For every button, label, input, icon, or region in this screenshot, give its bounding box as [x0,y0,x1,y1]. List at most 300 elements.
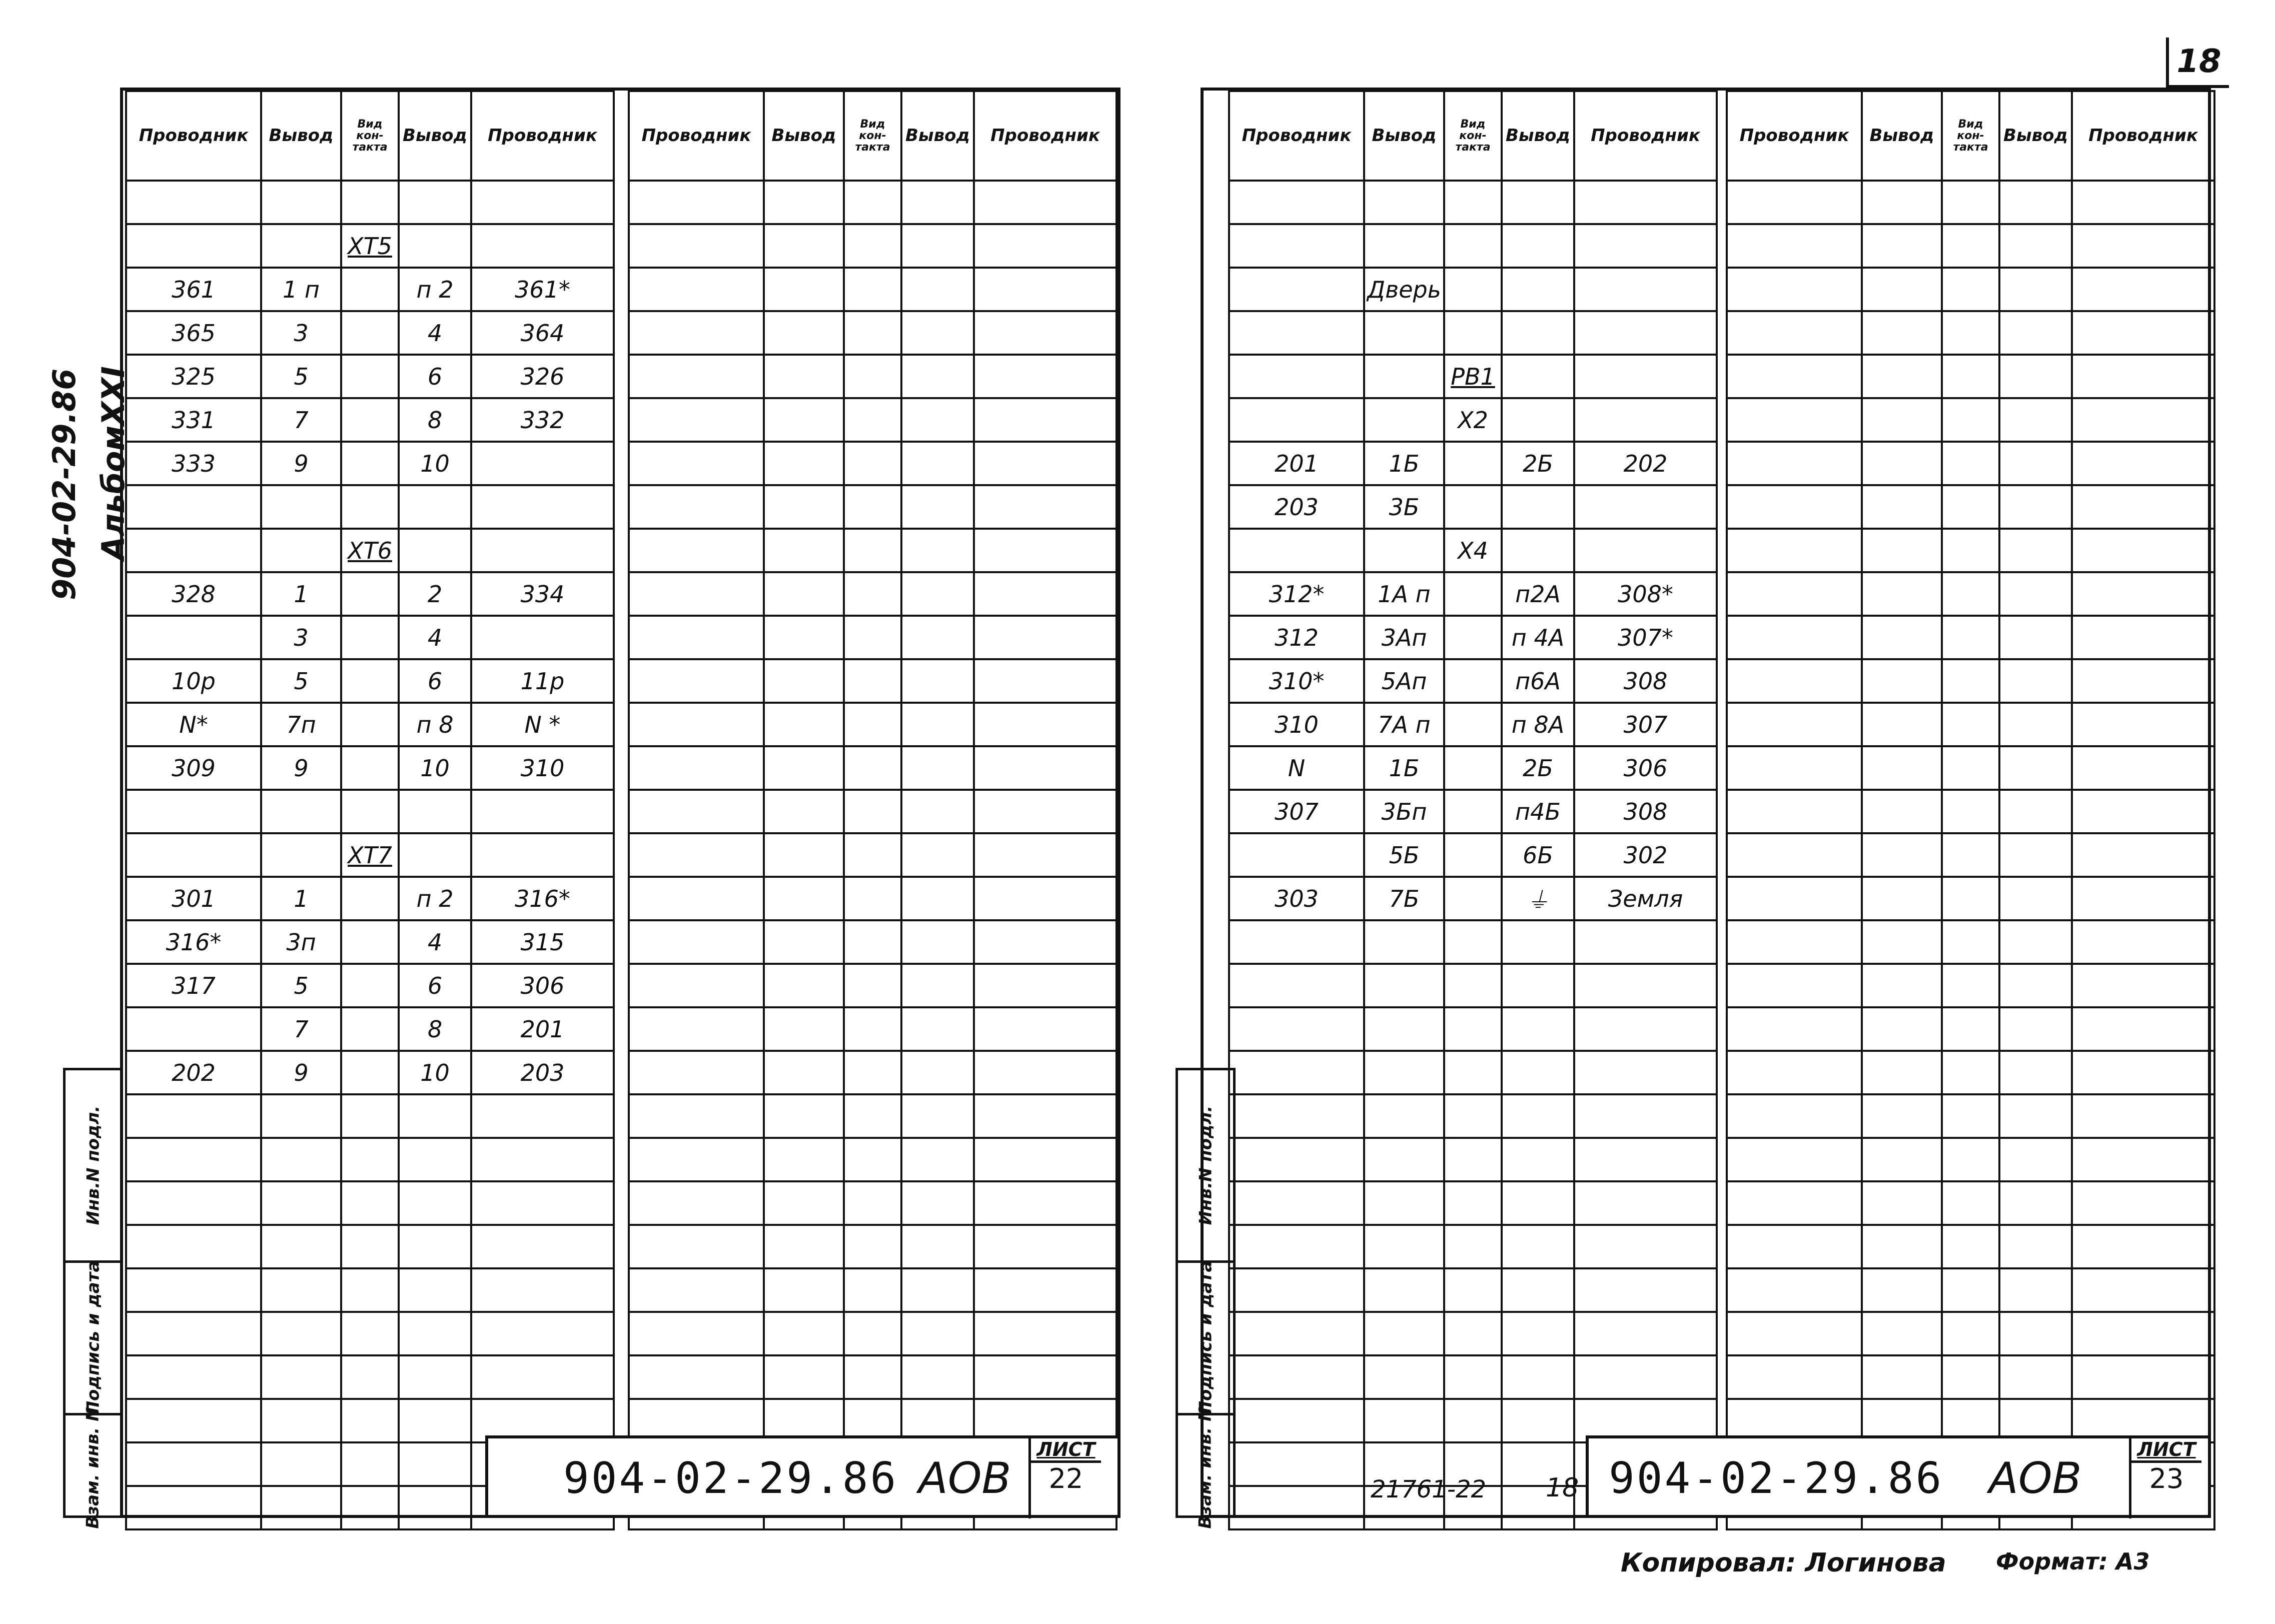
cell-conductor-out [974,1225,1116,1268]
page-number: 18 [2176,43,2221,80]
cell-terminal-out [1502,268,1574,311]
cell-conductor-out [2072,1312,2214,1355]
cell-contact-type [844,659,901,703]
cell-contact-type [1942,1268,1999,1312]
cell-terminal-out [901,616,974,659]
cell-terminal-out [1999,1312,2072,1355]
cell-conductor-in [126,1399,261,1442]
cell-contact-type [1942,1312,1999,1355]
cell-terminal-out [1502,1138,1574,1181]
cell-conductor-out [1574,1007,1717,1051]
cell-contact-type [1444,572,1502,616]
cell-contact-type [341,790,399,833]
cell-conductor-in: 203 [1229,485,1364,529]
cell-conductor-out [1574,920,1717,964]
cell-terminal-in [1364,1051,1444,1094]
cell-terminal-in [261,529,341,572]
cell-contact-type [844,1312,901,1355]
cell-conductor-out [1574,1094,1717,1138]
cell-conductor-in [629,355,764,398]
cell-terminal-in: 3Ап [1364,616,1444,659]
cell-terminal-in [261,485,341,529]
cell-terminal-out: п 4А [1502,616,1574,659]
cell-conductor-in [126,1312,261,1355]
cell-terminal-out: 4 [399,920,471,964]
cell-terminal-out [901,746,974,790]
cell-conductor-in [126,616,261,659]
cell-conductor-in [1229,1268,1364,1312]
cell-conductor-in [1229,1051,1364,1094]
cell-conductor-in [126,1225,261,1268]
cell-conductor-in [1727,1094,1862,1138]
cell-contact-type [844,1355,901,1399]
cell-conductor-in: 331 [126,398,261,442]
cell-contact-type [844,920,901,964]
cell-conductor-in [629,1138,764,1181]
cell-terminal-out [1502,529,1574,572]
cell-conductor-in [126,790,261,833]
cell-conductor-in [1229,1007,1364,1051]
table-row [1229,572,1717,616]
cell-conductor-in [629,1094,764,1138]
table-row [629,964,1116,1007]
cell-terminal-out [399,790,471,833]
cell-contact-type: X2 [1444,398,1502,442]
cell-conductor-in [1229,833,1364,877]
right-sheet-number-box: ЛИСТ 23 [2129,1438,2201,1518]
cell-terminal-in [1862,703,1942,746]
cell-conductor-out [2072,398,2214,442]
cell-conductor-in: 328 [126,572,261,616]
cell-conductor-in [629,224,764,268]
cell-conductor-in [1727,442,1862,485]
cell-terminal-in [764,659,844,703]
cell-terminal-out [901,703,974,746]
cell-conductor-in [1727,224,1862,268]
cell-conductor-out [974,833,1116,877]
table-row [1727,1051,2214,1094]
cell-contact-type [341,616,399,659]
cell-terminal-out: 10 [399,746,471,790]
album-name: АльбомXXI [95,366,132,560]
cell-contact-type [341,268,399,311]
cell-terminal-in [764,1268,844,1312]
cell-conductor-in: 202 [126,1051,261,1094]
cell-terminal-out: 8 [399,1007,471,1051]
table-row [1229,529,1717,572]
cell-terminal-in [764,964,844,1007]
cell-terminal-out [901,659,974,703]
cell-terminal-in: 3Б [1364,485,1444,529]
cell-contact-type [844,311,901,355]
table-row [1727,529,2214,572]
cell-conductor-out [2072,485,2214,529]
cell-terminal-in [1862,833,1942,877]
cell-terminal-in [1364,529,1444,572]
cell-contact-type [341,485,399,529]
cell-conductor-out [974,311,1116,355]
table-row [1727,224,2214,268]
cell-conductor-in [1727,790,1862,833]
cell-terminal-in: 5 [261,659,341,703]
cell-conductor-out: 11р [471,659,614,703]
cell-contact-type [341,1138,399,1181]
cell-contact-type [341,181,399,224]
cell-conductor-in [629,1051,764,1094]
cell-conductor-in [629,746,764,790]
cell-conductor-out: 308* [1574,572,1717,616]
cell-contact-type [844,703,901,746]
cell-conductor-out [471,833,614,877]
cell-contact-type [844,877,901,920]
cell-conductor-out [974,572,1116,616]
cell-terminal-out [1999,877,2072,920]
cell-terminal-out [1999,224,2072,268]
table-row [629,616,1116,659]
cell-conductor-out [974,181,1116,224]
cell-contact-type [1942,1355,1999,1399]
cell-terminal-out [1502,1181,1574,1225]
table-row [1727,1007,2214,1051]
table-row [1727,833,2214,877]
cell-terminal-in [1862,616,1942,659]
cell-conductor-out [1574,311,1717,355]
cell-terminal-out [1999,1268,2072,1312]
cell-conductor-out [2072,616,2214,659]
cell-conductor-in [629,1355,764,1399]
cell-terminal-out: 2Б [1502,442,1574,485]
table-row [1229,1007,1717,1051]
cell-contact-type [1444,268,1502,311]
cell-conductor-out [974,1355,1116,1399]
table-row [126,572,614,616]
cell-terminal-out: п 2 [399,268,471,311]
cell-conductor-in [629,833,764,877]
cell-terminal-in [1862,1355,1942,1399]
copied-by: Копировал: Логинова [1621,1548,1946,1578]
cell-contact-type [844,964,901,1007]
cell-conductor-out: 308 [1574,659,1717,703]
cell-conductor-in [1229,311,1364,355]
cell-contact-type [844,1094,901,1138]
cell-terminal-out [1999,833,2072,877]
cell-conductor-out [974,1312,1116,1355]
cell-contact-type [1444,1138,1502,1181]
table-row [1229,877,1717,920]
table-row [629,1007,1116,1051]
cell-conductor-in [1727,964,1862,1007]
cell-conductor-out: 308 [1574,790,1717,833]
cell-conductor-in [126,1442,261,1486]
table-row [1229,485,1717,529]
cell-conductor-out [1574,268,1717,311]
table-row [629,920,1116,964]
cell-terminal-out: 6 [399,355,471,398]
cell-conductor-in [629,1268,764,1312]
header-contact-type: Вид кон- такта [1444,91,1502,181]
table-row [126,485,614,529]
table-row [1229,1051,1717,1094]
cell-terminal-out [1999,1225,2072,1268]
cell-conductor-in [126,1007,261,1051]
table-row [1229,659,1717,703]
table-row [126,964,614,1007]
table-row [1727,1268,2214,1312]
cell-terminal-in [764,1138,844,1181]
cell-terminal-out [901,224,974,268]
table-row [1229,1355,1717,1399]
cell-conductor-out [471,1355,614,1399]
cell-terminal-out [901,572,974,616]
cell-conductor-in [126,1486,261,1529]
cell-terminal-out [901,1094,974,1138]
cell-terminal-out [1999,659,2072,703]
cell-terminal-in [1862,572,1942,616]
cell-contact-type [844,1268,901,1312]
table-row [1727,398,2214,442]
cell-conductor-out [1574,1138,1717,1181]
table-row [629,1355,1116,1399]
cell-contact-type [844,1051,901,1094]
cell-terminal-in [261,224,341,268]
cell-terminal-out [1502,1268,1574,1312]
cell-conductor-out [974,224,1116,268]
cell-conductor-out [974,1051,1116,1094]
cell-conductor-in [1727,355,1862,398]
cell-terminal-in [1364,398,1444,442]
cell-conductor-in [126,1268,261,1312]
cell-contact-type [341,1268,399,1312]
left-sheet-number-box: ЛИСТ 22 [1028,1438,1101,1518]
right-doc-suffix: АОВ [1989,1453,2082,1503]
cell-conductor-out [2072,1181,2214,1225]
table-row [629,746,1116,790]
table-row [1229,268,1717,311]
cell-conductor-in [1727,268,1862,311]
cell-terminal-out [901,1268,974,1312]
cell-terminal-in [1862,659,1942,703]
header-terminal-out: Вывод [1502,91,1574,181]
cell-contact-type [1942,659,1999,703]
cell-contact-type [1942,616,1999,659]
cell-contact-type [844,833,901,877]
cell-conductor-out [471,1181,614,1225]
cell-terminal-in [1862,181,1942,224]
cell-conductor-out: 201 [471,1007,614,1051]
cell-contact-type [844,529,901,572]
cell-conductor-in [1229,529,1364,572]
cell-terminal-out [1999,1007,2072,1051]
cell-terminal-in [1364,920,1444,964]
cell-terminal-in [1364,311,1444,355]
cell-conductor-out [1574,181,1717,224]
cell-conductor-out: 326 [471,355,614,398]
cell-terminal-out [1999,790,2072,833]
cell-terminal-in [1862,1181,1942,1225]
table-row [1727,920,2214,964]
table-row [629,1138,1116,1181]
cell-terminal-in [764,311,844,355]
cell-contact-type [1942,311,1999,355]
cell-contact-type [1444,181,1502,224]
cell-terminal-out [1502,181,1574,224]
cell-terminal-in: 1Б [1364,746,1444,790]
cell-terminal-in [764,1094,844,1138]
cell-conductor-in: 365 [126,311,261,355]
cell-terminal-in: 1 [261,572,341,616]
cell-terminal-out [1999,572,2072,616]
table-row [1229,1181,1717,1225]
cell-terminal-in [1862,1007,1942,1051]
right-handwritten-page: 18 [1546,1473,1579,1503]
table-row [1727,877,2214,920]
cell-terminal-in: 9 [261,746,341,790]
table-row [1727,659,2214,703]
right-handwritten-ref: 21761-22 [1371,1475,1487,1503]
cell-conductor-in [1229,964,1364,1007]
cell-conductor-out [471,1094,614,1138]
cell-conductor-out: 203 [471,1051,614,1094]
cell-conductor-out [1574,1268,1717,1312]
cell-terminal-out [1502,224,1574,268]
left-connection-table [125,90,615,1530]
cell-terminal-in [1862,398,1942,442]
table-row [629,572,1116,616]
cell-conductor-out [471,224,614,268]
header-contact-type: Вид кон- такта [341,91,399,181]
table-row [1727,572,2214,616]
cell-terminal-in [764,616,844,659]
cell-terminal-in [1862,1268,1942,1312]
cell-conductor-out: 307* [1574,616,1717,659]
cell-terminal-in [764,1225,844,1268]
cell-conductor-out: 307 [1574,703,1717,746]
cell-terminal-out [901,833,974,877]
table-row [126,1094,614,1138]
cell-conductor-in [629,920,764,964]
cell-contact-type [1444,1051,1502,1094]
cell-terminal-out [1502,964,1574,1007]
cell-conductor-out: 302 [1574,833,1717,877]
cell-terminal-out: 2 [399,572,471,616]
cell-conductor-in [629,268,764,311]
cell-contact-type [1942,833,1999,877]
cell-conductor-out: N * [471,703,614,746]
table-row [1727,442,2214,485]
cell-terminal-in [261,1486,341,1529]
cell-contact-type [1942,703,1999,746]
cell-terminal-out [1999,268,2072,311]
cell-terminal-in [261,1355,341,1399]
cell-terminal-out [399,529,471,572]
cell-conductor-in [629,703,764,746]
cell-conductor-in [1727,703,1862,746]
cell-contact-type [341,1486,399,1529]
cell-conductor-in [629,964,764,1007]
table-row [1727,485,2214,529]
cell-conductor-in: 303 [1229,877,1364,920]
header-conductor-out: Проводник [974,91,1116,181]
cell-contact-type [1942,1094,1999,1138]
table-row [126,1312,614,1355]
cell-terminal-out [1502,1225,1574,1268]
cell-conductor-out [1574,485,1717,529]
cell-terminal-in [764,1051,844,1094]
cell-terminal-out [901,790,974,833]
cell-contact-type [844,224,901,268]
cell-terminal-out [901,1181,974,1225]
cell-terminal-in [1862,1094,1942,1138]
cell-terminal-out [399,1138,471,1181]
cell-conductor-out [2072,1007,2214,1051]
right-title-block [1586,1435,2211,1518]
cell-terminal-out [1502,1399,1574,1442]
cell-terminal-in [764,920,844,964]
cell-conductor-in [1727,572,1862,616]
header-terminal-in: Вывод [1862,91,1942,181]
cell-contact-type [844,1225,901,1268]
cell-contact-type [341,1007,399,1051]
cell-conductor-out [2072,1225,2214,1268]
cell-conductor-out [2072,703,2214,746]
cell-terminal-out [1502,311,1574,355]
table-row [126,616,614,659]
cell-conductor-in [1229,1486,1364,1529]
cell-terminal-in [261,1225,341,1268]
table-row [126,442,614,485]
cell-terminal-out [399,1486,471,1529]
cell-conductor-in [1727,485,1862,529]
cell-contact-type [341,920,399,964]
cell-terminal-in [1862,485,1942,529]
table-row [1229,311,1717,355]
table-row [1229,790,1717,833]
cell-terminal-out [1502,1051,1574,1094]
cell-terminal-out: 10 [399,442,471,485]
cell-conductor-out: 361* [471,268,614,311]
cell-conductor-out [2072,1355,2214,1399]
cell-terminal-in [1364,1138,1444,1181]
cell-terminal-out [901,485,974,529]
header-terminal-in: Вывод [764,91,844,181]
cell-conductor-out [1574,1051,1717,1094]
cell-terminal-out: п 8А [1502,703,1574,746]
cell-terminal-out [1999,398,2072,442]
cell-terminal-in [1862,1225,1942,1268]
header-terminal-out: Вывод [1999,91,2072,181]
cell-conductor-in [629,1225,764,1268]
table-row [629,877,1116,920]
cell-conductor-out [2072,659,2214,703]
cell-contact-type [1444,1312,1502,1355]
cell-contact-type [844,442,901,485]
cell-conductor-out [974,1094,1116,1138]
cell-terminal-out [1999,616,2072,659]
cell-terminal-out [1502,355,1574,398]
cell-conductor-in: N* [126,703,261,746]
cell-conductor-out [974,659,1116,703]
cell-conductor-in [1727,1138,1862,1181]
cell-conductor-in [629,659,764,703]
cell-terminal-in [261,1094,341,1138]
cell-contact-type: XT7 [341,833,399,877]
cell-contact-type [1942,964,1999,1007]
header-conductor-out: Проводник [1574,91,1717,181]
table-row [1727,703,2214,746]
cell-contact-type [1942,1051,1999,1094]
cell-conductor-out [2072,790,2214,833]
cell-terminal-in [261,1138,341,1181]
